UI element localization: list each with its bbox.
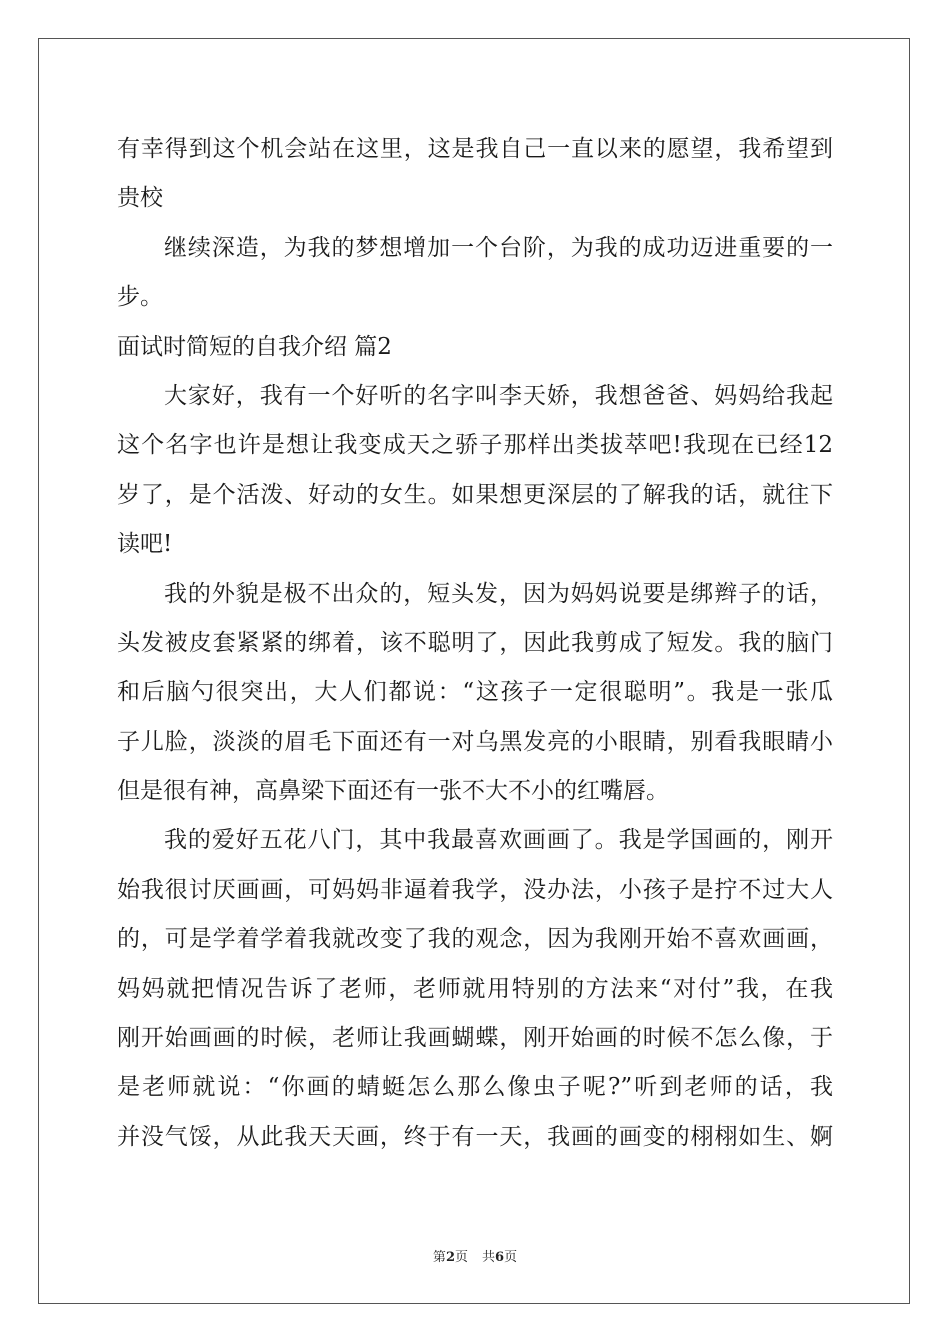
text-line: 妈妈就把情况告诉了老师，老师就用特别的方法来“对付”我，在我 [117,975,833,1002]
text-line: 子儿脸，淡淡的眉毛下面还有一对乌黑发亮的小眼睛，别看我眼睛小 [117,728,833,755]
page-footer [0,1246,950,1265]
text-line: 有幸得到这个机会站在这里，这是我自己一直以来的愿望，我希望到 [117,136,833,162]
text-line: 大家好，我有一个好听的名字叫李天娇，我想爸爸、妈妈给我起 [164,382,833,409]
document-body [117,125,833,1162]
text-line: 是老师就说：“你画的蜻蜓怎么那么像虫子呢?”听到老师的话，我 [117,1074,833,1101]
text-line: 的，可是学着学着我就改变了我的观念，因为我刚开始不喜欢画画， [117,926,833,953]
text-line: 始我很讨厌画画，可妈妈非逼着我学，没办法，小孩子是拧不过大人 [117,876,833,903]
text-line: 岁了，是个活泼、好动的女生。如果想更深层的了解我的话，就往下 [117,481,833,508]
text-line: 这个名字也许是想让我变成天之骄子那样出类拔萃吧!我现在已经12 [117,432,833,459]
text-line: 我的爱好五花八门，其中我最喜欢画画了。我是学国画的，刚开 [164,827,833,854]
text-line: 头发被皮套紧紧的绑着，该不聪明了，因此我剪成了短发。我的脑门 [117,629,833,656]
text-line: 并没气馁，从此我天天画，终于有一天，我画的画变的栩栩如生、婀 [117,1123,833,1150]
text-line: 和后脑勺很突出，大人们都说：“这孩子一定很聪明”。我是一张瓜 [117,679,833,706]
text-line: 步。 [117,284,163,311]
page-suffix: 页 [454,1250,468,1265]
text-line: 读吧! [117,531,173,558]
total-suffix: 页 [504,1250,518,1265]
page-prefix: 第 [432,1250,446,1265]
text-line: 继续深造，为我的梦想增加一个台阶，为我的成功迈进重要的一 [164,234,833,261]
page-number: 2 [445,1250,455,1265]
text-line: 贵校 [117,185,163,212]
text-line: 我的外貌是极不出众的，短头发，因为妈妈说要是绑辫子的话， [164,580,833,607]
total-pages: 6 [495,1250,505,1265]
total-prefix: 共 [482,1250,496,1265]
text-line: 刚开始画画的时候，老师让我画蝴蝶，刚开始画的时候不怎么像，于 [117,1025,833,1052]
text-line: 面试时简短的自我介绍 篇2 [117,333,392,360]
text-line: 但是很有神，高鼻梁下面还有一张不大不小的红嘴唇。 [117,778,669,805]
